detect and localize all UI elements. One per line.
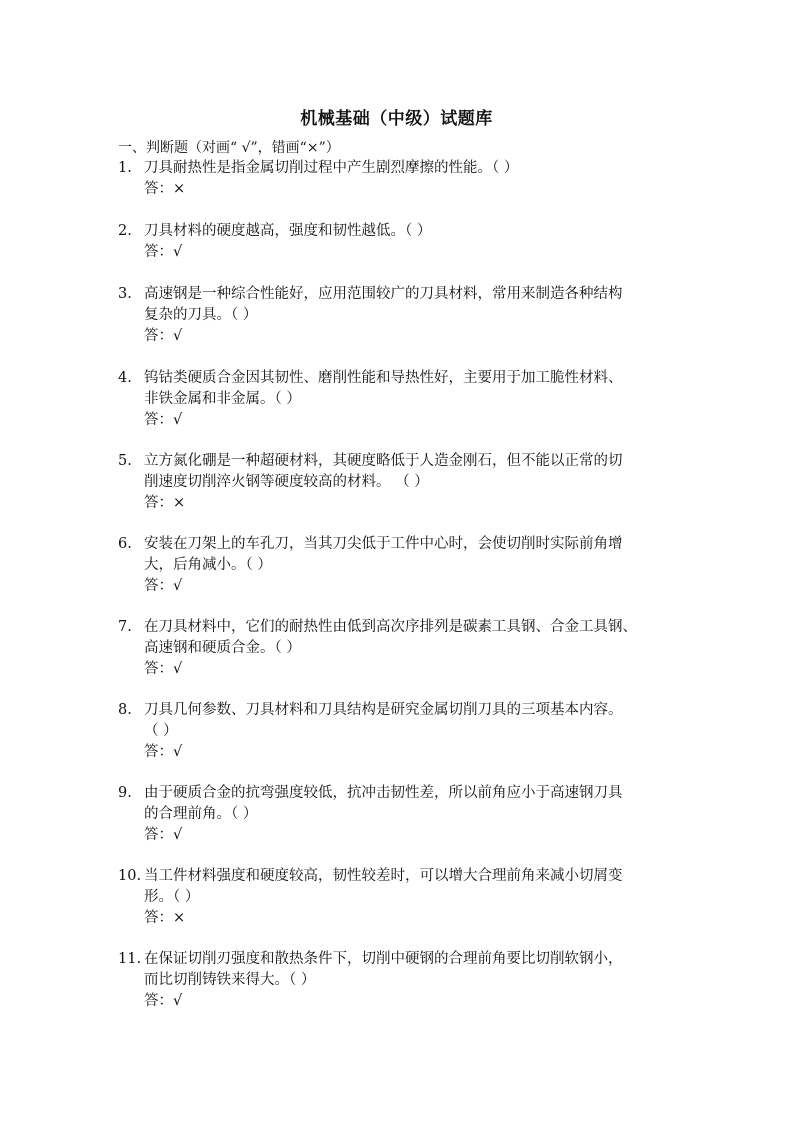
page-title: 机械基础（中级）试题库 — [300, 109, 493, 129]
question-number: 3. — [118, 286, 132, 302]
answer-mark: × — [173, 495, 186, 511]
question-item — [118, 368, 678, 431]
answer-label: 答： — [144, 910, 173, 926]
question-number: 5. — [118, 453, 132, 469]
answer-mark: × — [173, 910, 186, 926]
answer-label: 答： — [144, 412, 173, 428]
question-text: 刀具几何参数、刀具材料和刀具结构是研究金属切削刀具的三项基本内容。 — [144, 702, 623, 718]
answer-line — [118, 493, 678, 514]
answer-label: 答： — [144, 244, 173, 260]
answer-label: 答： — [144, 993, 173, 1009]
answer-mark: √ — [173, 244, 183, 260]
question-text: 钨钴类硬质合金因其韧性、磨削性能和导热性好，主要用于加工脆性材料、 — [144, 370, 623, 386]
answer-label: 答： — [144, 181, 173, 197]
question-text: 立方氮化硼是一种超硬材料，其硬度略低于人造金刚石，但不能以正常的切 — [144, 453, 623, 469]
question-text: 削速度切削淬火钢等硬度较高的材料。 （ ） — [144, 474, 429, 490]
answer-line — [118, 825, 678, 846]
question-number: 2. — [118, 223, 132, 239]
question-text: 大，后角减小。（ ） — [144, 557, 272, 573]
answer-line — [118, 410, 678, 431]
answer-label: 答： — [144, 661, 173, 677]
answer-mark: √ — [173, 412, 183, 428]
answer-label: 答： — [144, 827, 173, 843]
question-number: 4. — [118, 370, 132, 386]
answer-mark: √ — [173, 993, 183, 1009]
question-text: 在保证切削刃强度和散热条件下，切削中硬钢的合理前角要比切削软钢小， — [144, 951, 623, 967]
question-text: 刀具耐热性是指金属切削过程中产生剧烈摩擦的性能。（ ） — [144, 160, 519, 176]
question-text: （ ） — [144, 723, 178, 739]
question-number: 6. — [118, 536, 132, 552]
question-item — [118, 534, 678, 597]
answer-line — [118, 326, 678, 347]
question-text: 安装在刀架上的车孔刀，当其刀尖低于工件中心时，会使切削时实际前角增 — [144, 536, 623, 552]
question-text: 的合理前角。（ ） — [144, 806, 258, 822]
answer-mark: √ — [173, 744, 183, 760]
question-item — [118, 284, 678, 347]
question-item — [118, 783, 678, 846]
question-number: 8. — [118, 702, 132, 718]
question-item — [118, 158, 678, 200]
question-text: 在刀具材料中，它们的耐热性由低到高次序排列是碳素工具钢、合金工具钢、 — [144, 619, 637, 635]
question-text: 非铁金属和非金属。（ ） — [144, 391, 301, 407]
answer-label: 答： — [144, 328, 173, 344]
answer-line — [118, 242, 678, 263]
answer-mark: × — [173, 181, 186, 197]
question-text: 形。（ ） — [144, 889, 200, 905]
answer-mark: √ — [173, 827, 183, 843]
question-item — [118, 617, 678, 680]
answer-line — [118, 991, 678, 1012]
answer-line — [118, 908, 678, 929]
answer-label: 答： — [144, 495, 173, 511]
question-text: 由于硬质合金的抗弯强度较低，抗冲击韧性差，所以前角应小于高速钢刀具 — [144, 785, 623, 801]
answer-mark: √ — [173, 578, 183, 594]
answer-mark: √ — [173, 661, 183, 677]
question-number: 1. — [118, 160, 132, 176]
question-text: 高速钢和硬质合金。（ ） — [144, 640, 301, 656]
answer-label: 答： — [144, 578, 173, 594]
question-number: 11. — [118, 951, 142, 967]
section-heading: 一、判断题（对画“ √”，错画“×”） — [118, 140, 340, 156]
question-text: 刀具材料的硬度越高，强度和韧性越低。（ ） — [144, 223, 432, 239]
question-number: 9. — [118, 785, 132, 801]
question-item — [118, 451, 678, 514]
answer-label: 答： — [144, 744, 173, 760]
answer-mark: √ — [173, 328, 183, 344]
answer-line — [118, 576, 678, 597]
question-item — [118, 949, 678, 1012]
question-number: 10. — [118, 868, 142, 884]
answer-line — [118, 179, 678, 200]
question-text: 复杂的刀具。（ ） — [144, 307, 258, 323]
question-text: 高速钢是一种综合性能好，应用范围较广的刀具材料，常用来制造各种结构 — [144, 286, 623, 302]
question-text: 而比切削铸铁来得大。（ ） — [144, 972, 316, 988]
question-item — [118, 700, 678, 763]
question-number: 7. — [118, 619, 132, 635]
question-item — [118, 866, 678, 929]
answer-line — [118, 742, 678, 763]
answer-line — [118, 659, 678, 680]
question-item — [118, 221, 678, 263]
question-text: 当工件材料强度和硬度较高，韧性较差时，可以增大合理前角来减小切屑变 — [144, 868, 623, 884]
